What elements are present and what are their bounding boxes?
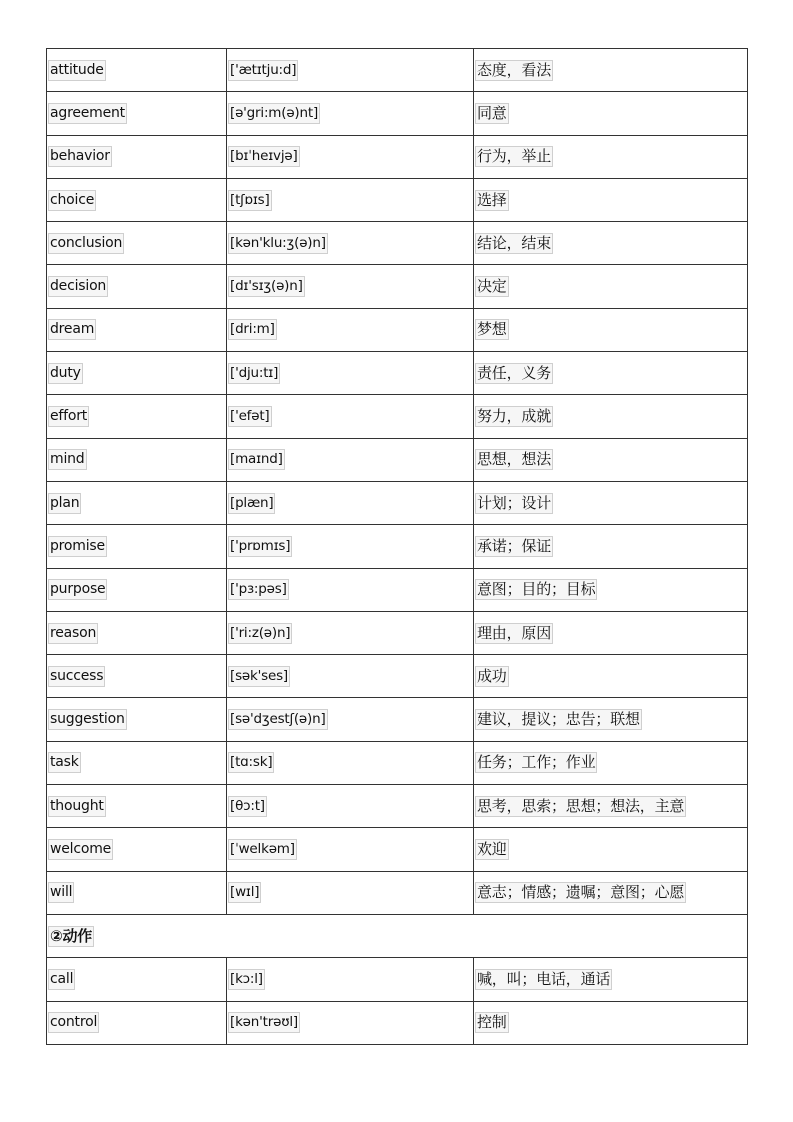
meaning-cell: [474, 135, 748, 178]
meaning-cell: [474, 92, 748, 135]
word: duty: [48, 363, 83, 384]
word-cell: [47, 568, 227, 611]
phonetic: ['pɜ:pəs]: [228, 579, 289, 600]
phonetic: [plæn]: [228, 493, 275, 514]
word: choice: [48, 190, 96, 211]
word-cell: [47, 958, 227, 1001]
word-cell: [47, 178, 227, 221]
word-cell: [47, 92, 227, 135]
table-row: [47, 958, 748, 1001]
word: will: [48, 882, 74, 903]
word-cell: [47, 222, 227, 265]
table-row: [47, 135, 748, 178]
word-cell: [47, 265, 227, 308]
phonetic-cell: [227, 265, 474, 308]
meaning-cell: [474, 958, 748, 1001]
word-cell: [47, 655, 227, 698]
phonetic: [tʃɒɪs]: [228, 190, 272, 211]
meaning: 选择: [477, 190, 507, 209]
word-cell: [47, 698, 227, 741]
phonetic: [sək'ses]: [228, 666, 290, 687]
phonetic: ['ri:z(ə)n]: [228, 623, 292, 644]
phonetic: [dɪ'sɪʒ(ə)n]: [228, 276, 305, 297]
word-cell: [47, 525, 227, 568]
vocabulary-table: [46, 48, 748, 1045]
phonetic-cell: [227, 395, 474, 438]
word-cell: [47, 741, 227, 784]
meaning-cell: [474, 395, 748, 438]
word-cell: [47, 611, 227, 654]
word: reason: [48, 623, 98, 644]
table-row: [47, 741, 748, 784]
word: purpose: [48, 579, 107, 600]
phonetic: [ə'gri:m(ə)nt]: [228, 103, 320, 124]
meaning-cell: [474, 178, 748, 221]
table-row: [47, 871, 748, 914]
section-heading: ②动作: [50, 926, 93, 945]
phonetic-cell: [227, 222, 474, 265]
phonetic-cell: [227, 741, 474, 784]
phonetic: [wɪl]: [228, 882, 261, 903]
meaning: 喊，叫；电话，通话: [477, 969, 611, 988]
phonetic: [θɔ:t]: [228, 796, 267, 817]
phonetic-cell: [227, 438, 474, 481]
phonetic-cell: [227, 871, 474, 914]
word: decision: [48, 276, 108, 297]
meaning: 决定: [477, 277, 507, 296]
table-row: [47, 352, 748, 395]
word-cell: [47, 352, 227, 395]
word: mind: [48, 449, 87, 470]
meaning: 努力，成就: [477, 407, 552, 426]
word-cell: [47, 828, 227, 871]
word-cell: [47, 871, 227, 914]
phonetic: [kən'klu:ʒ(ə)n]: [228, 233, 328, 254]
phonetic-cell: [227, 698, 474, 741]
phonetic: [bɪˈheɪvjə]: [228, 146, 300, 167]
meaning-cell: [474, 1001, 748, 1044]
phonetic-cell: [227, 568, 474, 611]
meaning-cell: [474, 785, 748, 828]
phonetic: ['dju:tɪ]: [228, 363, 280, 384]
phonetic-cell: [227, 655, 474, 698]
word-cell: [47, 438, 227, 481]
phonetic: [maɪnd]: [228, 449, 285, 470]
phonetic: [tɑ:sk]: [228, 752, 274, 773]
table-row: [47, 395, 748, 438]
phonetic-cell: [227, 785, 474, 828]
table-row: [47, 828, 748, 871]
word: control: [48, 1012, 99, 1033]
meaning: 思想，想法: [477, 450, 552, 469]
meaning-cell: [474, 481, 748, 524]
meaning: 责任，义务: [477, 363, 552, 382]
table-row: [47, 525, 748, 568]
word: success: [48, 666, 105, 687]
word: agreement: [48, 103, 127, 124]
table-row: [47, 698, 748, 741]
phonetic: [dri:m]: [228, 319, 277, 340]
word: behavior: [48, 146, 112, 167]
word: thought: [48, 796, 106, 817]
phonetic-cell: [227, 178, 474, 221]
phonetic: ['prɒmɪs]: [228, 536, 292, 557]
meaning-cell: [474, 49, 748, 92]
word-cell: [47, 308, 227, 351]
meaning: 建议，提议；忠告；联想: [477, 710, 640, 729]
word-cell: [47, 1001, 227, 1044]
meaning-cell: [474, 438, 748, 481]
meaning: 欢迎: [477, 839, 507, 858]
phonetic-cell: [227, 481, 474, 524]
word-cell: [47, 395, 227, 438]
word-cell: [47, 49, 227, 92]
section-heading-cell: [47, 914, 748, 957]
table-row: [47, 481, 748, 524]
meaning: 控制: [477, 1013, 507, 1032]
meaning: 承诺；保证: [477, 536, 552, 555]
word: task: [48, 752, 81, 773]
table-row: [47, 611, 748, 654]
phonetic-cell: [227, 49, 474, 92]
meaning-cell: [474, 828, 748, 871]
word: dream: [48, 319, 96, 340]
phonetic-cell: [227, 135, 474, 178]
meaning-cell: [474, 871, 748, 914]
table-row: [47, 568, 748, 611]
meaning: 理由，原因: [477, 623, 552, 642]
phonetic-cell: [227, 1001, 474, 1044]
word-cell: [47, 785, 227, 828]
meaning: 同意: [477, 103, 507, 122]
meaning-cell: [474, 265, 748, 308]
meaning-cell: [474, 308, 748, 351]
meaning: 任务；工作；作业: [477, 753, 596, 772]
word: call: [48, 969, 75, 990]
phonetic-cell: [227, 958, 474, 1001]
table-row: [47, 1001, 748, 1044]
table-row: [47, 265, 748, 308]
table-row: [47, 92, 748, 135]
meaning: 成功: [477, 666, 507, 685]
section-heading-row: [47, 914, 748, 957]
phonetic-cell: [227, 352, 474, 395]
word: welcome: [48, 839, 113, 860]
word: effort: [48, 406, 89, 427]
meaning: 行为，举止: [477, 147, 552, 166]
meaning-cell: [474, 741, 748, 784]
meaning: 计划；设计: [477, 493, 552, 512]
table-row: [47, 222, 748, 265]
meaning: 梦想: [477, 320, 507, 339]
phonetic: ['ætɪtju:d]: [228, 60, 298, 81]
meaning-cell: [474, 568, 748, 611]
meaning: 意志；情感；遗嘱；意图；心愿: [477, 883, 685, 902]
phonetic: [kɔ:l]: [228, 969, 265, 990]
meaning-cell: [474, 352, 748, 395]
phonetic-cell: [227, 92, 474, 135]
phonetic-cell: [227, 525, 474, 568]
phonetic-cell: [227, 308, 474, 351]
phonetic-cell: [227, 611, 474, 654]
word-cell: [47, 135, 227, 178]
table-row: [47, 655, 748, 698]
vocabulary-table-body: [47, 49, 748, 1045]
phonetic-cell: [227, 828, 474, 871]
table-row: [47, 438, 748, 481]
phonetic: [kən'trəʊl]: [228, 1012, 300, 1033]
meaning: 态度，看法: [477, 60, 552, 79]
table-row: [47, 178, 748, 221]
meaning: 思考，思索；思想；想法，主意: [477, 796, 685, 815]
phonetic: [ˈwelkəm]: [228, 839, 297, 860]
meaning: 结论，结束: [477, 233, 552, 252]
word: promise: [48, 536, 107, 557]
meaning: 意图；目的；目标: [477, 580, 596, 599]
meaning-cell: [474, 698, 748, 741]
phonetic: ['efət]: [228, 406, 272, 427]
table-row: [47, 49, 748, 92]
table-row: [47, 785, 748, 828]
word: conclusion: [48, 233, 124, 254]
word: suggestion: [48, 709, 127, 730]
word: plan: [48, 493, 81, 514]
phonetic: [sə'dʒestʃ(ə)n]: [228, 709, 328, 730]
meaning-cell: [474, 525, 748, 568]
meaning-cell: [474, 222, 748, 265]
word: attitude: [48, 60, 106, 81]
meaning-cell: [474, 611, 748, 654]
table-row: [47, 308, 748, 351]
meaning-cell: [474, 655, 748, 698]
word-cell: [47, 481, 227, 524]
